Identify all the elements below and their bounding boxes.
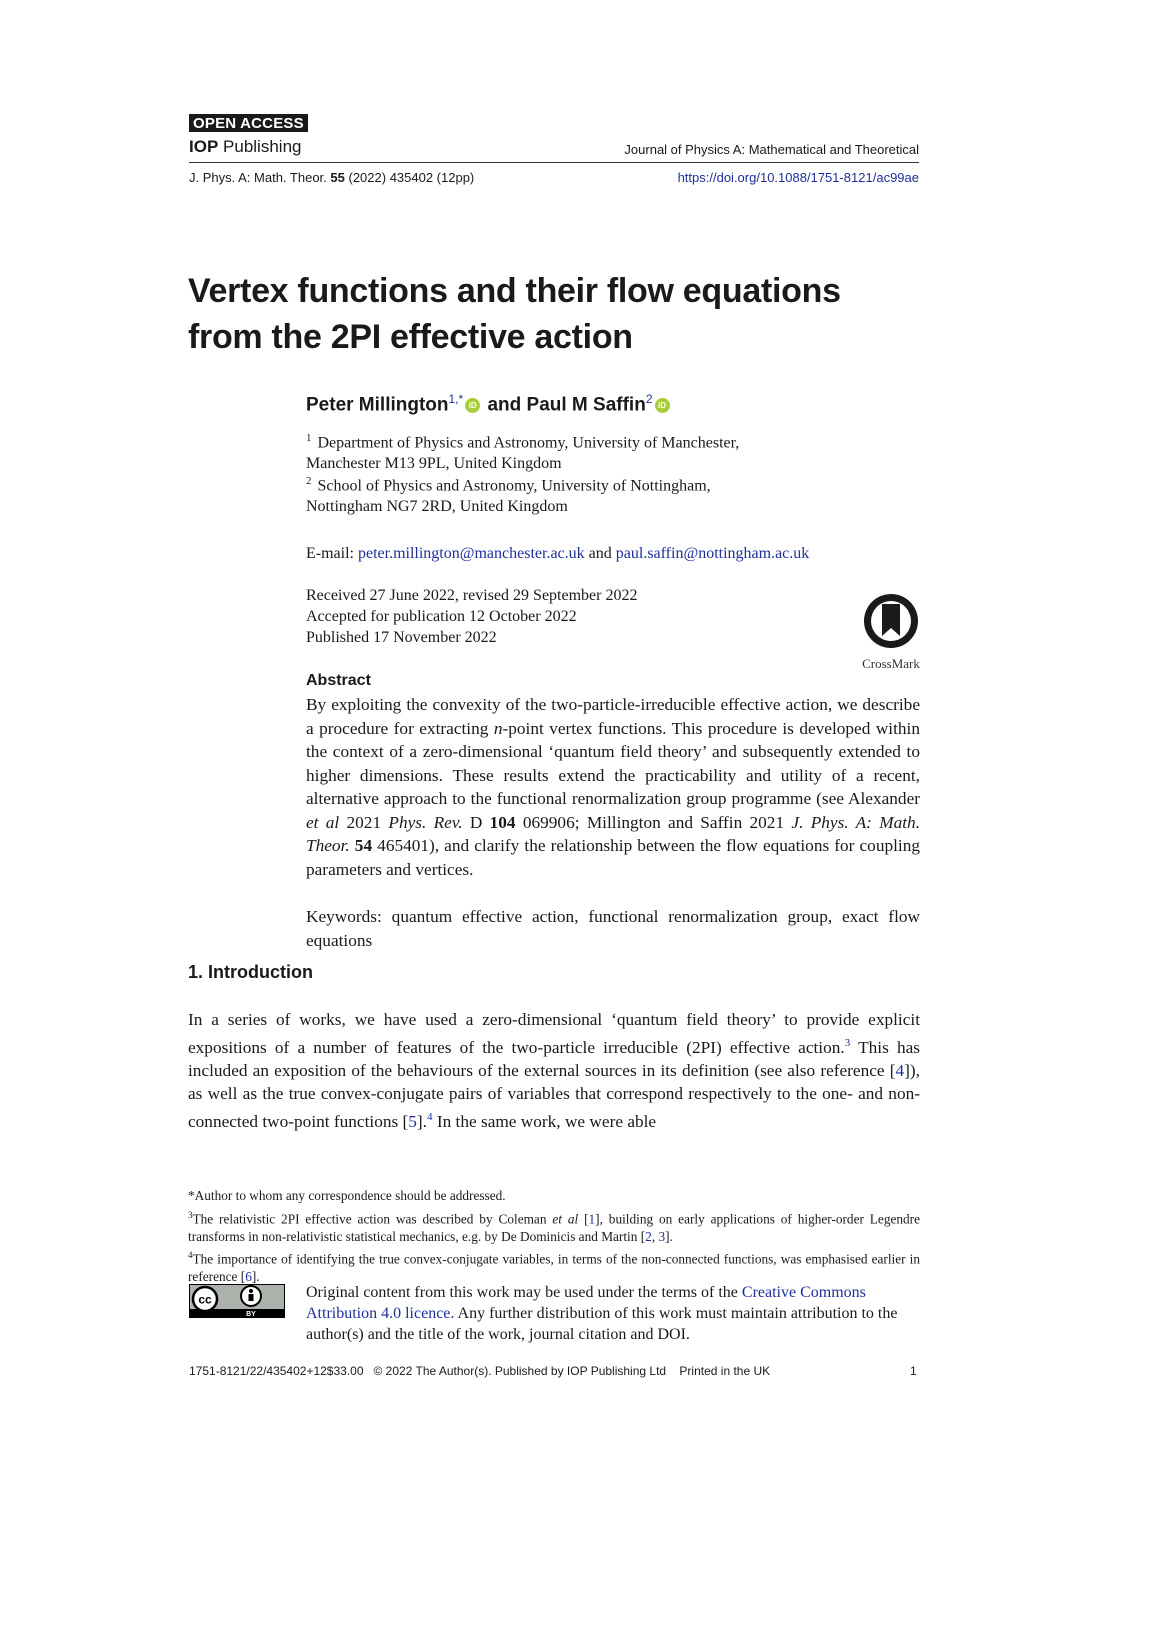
citation-ref-2[interactable]: 2 (645, 1229, 652, 1245)
page-number: 1 (910, 1364, 917, 1378)
footnote-ref-3[interactable]: 3 (844, 1036, 851, 1049)
orcid-icon[interactable]: iD (465, 398, 480, 413)
affiliation-line: Department of Physics and Astronomy, University of Manchester, (317, 434, 740, 452)
crossmark-label: CrossMark (862, 656, 920, 671)
doi-link[interactable]: https://doi.org/10.1088/1751-8121/ac99ae (677, 170, 919, 185)
affiliation-line: Manchester M13 9PL, United Kingdom (306, 455, 562, 473)
title-line-1: Vertex functions and their flow equations (188, 272, 841, 310)
affiliation-2 (306, 471, 711, 517)
keywords: Keywords: quantum effective action, functional renormalization group, exact flow equations (306, 907, 920, 950)
svg-text:BY: BY (246, 1311, 256, 1318)
email-link-1[interactable]: peter.millington@manchester.ac.uk (357, 545, 585, 562)
abstract-text: By exploiting the convexity of the two-particle-irreducible effective action, we describe a procedure for extracting n-point vertex functions. This procedure is developed within the context of a zero-dimensional ‘quantum field theory’ and subsequently extended to higher dimensions. These results extend the practicability and utility of a recent, alternative approach to the functional renormalization group programme (see Alexander et al 2021 Phys. Rev. D 104 069906; Millington and Saffin 2021 J. Phys. A: Math. Theor. 54 465401), and clarify the relationship between the flow equations for coupling parameters and vertices. (306, 695, 921, 879)
journal-name: Journal of Physics A: Mathematical and Theoretical (624, 142, 919, 157)
citation-volume: 55 (330, 170, 345, 185)
crossmark-badge[interactable] (846, 592, 936, 672)
cc-licence-link[interactable]: Creative Commons Attribution 4.0 licence. (306, 1284, 866, 1322)
citation-ref-3[interactable]: 3 (658, 1229, 666, 1245)
citation-ref-6[interactable]: 6 (245, 1269, 252, 1285)
citation-rest: (2022) 435402 (12pp) (348, 170, 475, 185)
citation (189, 170, 474, 185)
footnote-4: $^4$The importance of identifying the true convex-conjugate variables, in terms of the non-connected functions, was emphasised earlier in reference [6]. (188, 1250, 920, 1285)
affiliation-number: 2 (306, 475, 312, 487)
orcid-icon[interactable]: iD (655, 398, 670, 413)
footnote-star: *Author to whom any correspondence should be addressed. (188, 1188, 506, 1203)
affiliation-number: 1 (306, 432, 312, 444)
svg-text:cc: cc (198, 1292, 212, 1307)
author-1-affil: 1,* (448, 392, 464, 406)
header-divider (189, 162, 919, 163)
citation-ref-5[interactable]: 5 (408, 1111, 417, 1131)
received-date: Received 27 June 2022, revised 29 September 2022 (306, 587, 638, 604)
email-and: and (588, 545, 612, 562)
footnote-ref-4[interactable]: 4 (427, 1110, 433, 1123)
footnote-3: $^3$The relativistic 2PI effective action was described by Coleman et al [1], building on early applications of higher-order Legendre transforms in non-relativistic statistical mechanics, e.g. by De Dominicis and Martin [2, 3]. (188, 1210, 920, 1245)
publication-dates (306, 585, 637, 648)
published-date: Published 17 November 2022 (306, 629, 497, 646)
accepted-date: Accepted for publication 12 October 2022 (306, 608, 577, 625)
author-2-affil: 2 (645, 392, 653, 406)
author-list (306, 392, 672, 416)
licence-text: Original content from this work may be used under the terms of the Creative Commons Attribution 4.0 licence. Any further distribution of this work must maintain attribution to the author(s) and the title of the work, journal citation and DOI. (306, 1284, 898, 1343)
paper-title (188, 268, 928, 360)
introduction-text: In a series of works, we have used a zero-dimensional ‘quantum field theory’ to provide explicit expositions of a number of features of the two-particle irreducible (2PI) effective action.$^3$ This has included an exposition of the behaviours of the external sources in its definition (see also reference [4]), as well as the true convex-conjugate pairs of variables that correspond respectively to the one- and non-connected two-point functions [5].$^4$ In the same work, we were able (188, 1010, 921, 1131)
crossmark-icon (862, 592, 920, 650)
citation-ref-4[interactable]: 4 (895, 1060, 905, 1080)
title-line-2: from the 2PI effective action (188, 318, 633, 356)
affiliation-line: School of Physics and Astronomy, University of Nottingham, (317, 477, 711, 495)
footer-text: 1751-8121/22/435402+12$33.00 © 2022 The Author(s). Published by IOP Publishing Ltd Printed in the UK (189, 1364, 771, 1378)
cc-by-licence-icon[interactable] (189, 1284, 285, 1318)
open-access-badge: OPEN ACCESS (189, 114, 308, 132)
citation-ref-1[interactable]: 1 (588, 1211, 596, 1227)
publisher-rest: Publishing (223, 137, 302, 156)
citation-prefix: J. Phys. A: Math. Theor. (189, 170, 327, 185)
email-link-2[interactable]: paul.saffin@nottingham.ac.uk (615, 545, 810, 562)
email-line (306, 545, 809, 563)
publisher-bold: IOP (189, 137, 219, 156)
publisher-logo (189, 137, 301, 157)
author-2[interactable]: and Paul M Saffin (487, 394, 646, 416)
author-1[interactable]: Peter Millington (306, 394, 449, 416)
email-label: E-mail: (306, 545, 354, 562)
affiliation-line: Nottingham NG7 2RD, United Kingdom (306, 498, 568, 516)
affiliation-1 (306, 428, 739, 474)
section-heading-introduction: 1. Introduction (188, 962, 313, 982)
abstract-heading: Abstract (306, 672, 371, 689)
